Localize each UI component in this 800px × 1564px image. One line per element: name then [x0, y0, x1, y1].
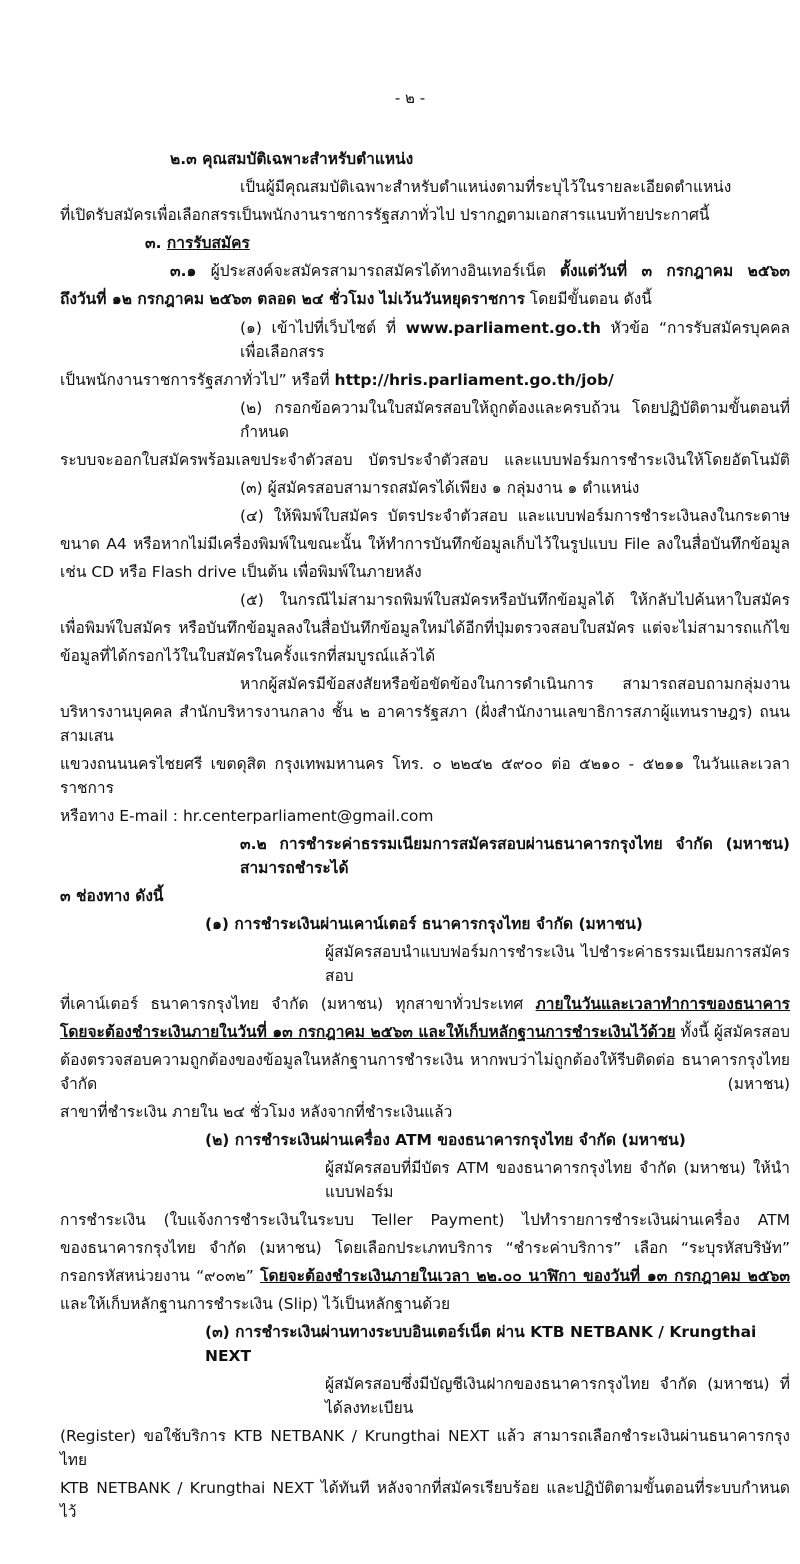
text-line	[60, 992, 790, 1016]
text-line	[145, 231, 790, 255]
text-segment: ผู้สมัครสอบที่มีบัตร ATM ของธนาคารกรุงไทย จำกัด (มหาชน) ให้นำแบบฟอร์ม	[325, 1159, 790, 1201]
text-line	[60, 203, 790, 227]
text-segment: เป็นพนักงานราชการรัฐสภาทั่วไป” หรือที่	[60, 371, 335, 389]
text-segment: www.parliament.go.th	[405, 319, 601, 337]
text-segment: http://hris.parliament.go.th/job/	[334, 371, 614, 389]
text-line	[60, 560, 790, 584]
text-line	[60, 616, 790, 640]
text-line	[60, 804, 790, 828]
text-line	[240, 396, 790, 444]
text-segment: การชำระเงิน (ใบแจ้งการชำระเงินในระบบ Teller Payment) ไปทำรายการชำระเงินผ่านเครื่อง ATM	[60, 1211, 790, 1229]
text-segment: ผู้สมัครสอบนำแบบฟอร์มการชำระเงิน ไปชำระค่าธรรมเนียมการสมัครสอบ	[325, 943, 790, 985]
text-line	[60, 1424, 790, 1472]
text-line	[325, 940, 790, 988]
text-line	[60, 1236, 790, 1260]
text-line	[170, 259, 790, 283]
text-segment: ของธนาคารกรุงไทย จำกัด (มหาชน) โดยเลือกประเภทบริการ “ชำระค่าบริการ” เลือก “ระบุรหัสบริษัท”	[60, 1239, 790, 1257]
text-segment: ถึงวันที่ ๑๒ กรกฎาคม ๒๕๖๓ ตลอด ๒๔ ชั่วโมง ไม่เว้นวันหยุดราชการ	[60, 290, 525, 308]
emphasized-text: การรับสมัคร	[166, 234, 250, 252]
text-segment: ผู้ประสงค์จะสมัครสามารถสมัครได้ทางอินเทอร์เน็ต	[210, 262, 560, 280]
text-line	[170, 147, 790, 171]
text-segment: ที่เคาน์เตอร์ ธนาคารกรุงไทย จำกัด (มหาชน) ทุกสาขาทั่วประเทศ	[60, 995, 536, 1013]
page-number: - ๒ -	[394, 89, 426, 107]
text-line	[240, 316, 790, 364]
text-segment: บริหารงานบุคคล สำนักบริหารงานกลาง ชั้น ๒ อาคารรัฐสภา (ฝั่งสำนักงานเลขาธิการสภาผู้แทนราษฎร) ถนนสามเสน	[60, 703, 790, 745]
text-segment: ที่เปิดรับสมัครเพื่อเลือกสรรเป็นพนักงานราชการรัฐสภาทั่วไป ปรากฏตามเอกสารแนบท้ายประกาศนี้	[60, 206, 710, 224]
text-line	[60, 368, 790, 392]
text-line	[60, 1476, 790, 1524]
text-segment: กรอกรหัสหน่วยงาน “๙๐๓๒”	[60, 1267, 261, 1285]
text-line	[205, 1320, 790, 1368]
text-segment: (๑) เข้าไปที่เว็บไซต์ ที่	[240, 319, 406, 337]
text-line	[60, 884, 790, 908]
text-line	[60, 700, 790, 748]
text-segment: ต้องตรวจสอบความถูกต้องของข้อมูลในหลักฐานการชำระเงิน หากพบว่าไม่ถูกต้องให้รีบติดต่อ ธนาคารกรุงไทย จำกัด (มหาชน)	[60, 1051, 790, 1093]
text-line	[205, 912, 790, 936]
emphasized-text: ภายในวันและเวลาทำการของธนาคาร	[535, 995, 790, 1013]
text-segment: ๒.๓ คุณสมบัติเฉพาะสำหรับตำแหน่ง	[170, 150, 414, 168]
text-segment: และให้เก็บหลักฐานการชำระเงิน (Slip) ไว้เป็นหลักฐานด้วย	[60, 1295, 451, 1313]
text-segment: หัวข้อ “การรับสมัครบุคคลเพื่อเลือกสรร	[240, 319, 790, 361]
text-segment: (๓) การชำระเงินผ่านทางระบบอินเตอร์เน็ต ผ่าน KTB NETBANK / Krungthai NEXT	[205, 1323, 757, 1365]
text-line	[60, 1100, 790, 1124]
text-line	[60, 448, 790, 472]
text-segment: (๓) ผู้สมัครสอบสามารถสมัครได้เพียง ๑ กลุ่มงาน ๑ ตำแหน่ง	[240, 479, 640, 497]
text-line	[205, 1128, 790, 1152]
emphasized-text: โดยจะต้องชำระเงินภายในเวลา ๒๒.๐๐ นาฬิกา ของวันที่ ๑๓ กรกฎาคม ๒๕๖๓	[260, 1267, 790, 1285]
emphasized-text: โดยจะต้องชำระเงินภายในวันที่ ๑๓ กรกฎาคม ๒๕๖๓ และให้เก็บหลักฐานการชำระเงินไว้ด้วย	[60, 1023, 676, 1041]
text-segment: KTB NETBANK / Krungthai NEXT ได้ทันที หลังจากที่สมัครเรียบร้อย และปฏิบัติตามขั้นตอนที่ระบบกำหนดไว้	[60, 1479, 790, 1521]
text-line	[240, 672, 790, 696]
text-line	[240, 175, 790, 199]
text-line	[325, 1372, 790, 1420]
text-segment: (๒) การชำระเงินผ่านเครื่อง ATM ของธนาคารกรุงไทย จำกัด (มหาชน)	[205, 1131, 686, 1149]
text-segment: ระบบจะออกใบสมัครพร้อมเลขประจำตัวสอบ บัตรประจำตัวสอบ และแบบฟอร์มการชำระเงินให้โดยอัตโนมัติ	[60, 451, 790, 469]
text-line	[60, 1264, 790, 1288]
text-segment: ๓ ช่องทาง ดังนี้	[60, 887, 164, 905]
text-segment: (๒) กรอกข้อความในใบสมัครสอบให้ถูกต้องและครบถ้วน โดยปฏิบัติตามขั้นตอนที่กำหนด	[240, 399, 790, 441]
text-segment: สาขาที่ชำระเงิน ภายใน ๒๔ ชั่วโมง หลังจากที่ชำระเงินแล้ว	[60, 1103, 453, 1121]
text-line	[60, 1020, 790, 1044]
text-segment: (๔) ให้พิมพ์ใบสมัคร บัตรประจำตัวสอบ และแบบฟอร์มการชำระเงินลงในกระดาษ	[240, 507, 790, 525]
text-line	[240, 832, 790, 880]
text-segment: เป็นผู้มีคุณสมบัติเฉพาะสำหรับตำแหน่งตามที่ระบุไว้ในรายละเอียดตำแหน่ง	[240, 178, 732, 196]
text-segment: แขวงถนนนครไชยศรี เขตดุสิต กรุงเทพมหานคร โทร. ๐ ๒๒๔๒ ๕๙๐๐ ต่อ ๕๒๑๐ - ๕๒๑๑ ในวันและเวลาราชการ	[60, 755, 790, 797]
text-segment: ตั้งแต่วันที่ ๓ กรกฎาคม ๒๕๖๓	[559, 262, 790, 280]
text-segment: หรือทาง E-mail : hr.centerparliament@gmail.com	[60, 807, 434, 825]
text-segment: โดยมีขั้นตอน ดังนี้	[524, 290, 652, 308]
text-line	[60, 1048, 790, 1096]
text-segment: ๓.๒ การชำระค่าธรรมเนียมการสมัครสอบผ่านธนาคารกรุงไทย จำกัด (มหาชน) สามารถชำระได้	[240, 835, 790, 877]
text-line	[60, 1208, 790, 1232]
text-segment: ๓.	[145, 234, 167, 252]
text-segment: (๑) การชำระเงินผ่านเคาน์เตอร์ ธนาคารกรุงไทย จำกัด (มหาชน)	[205, 915, 643, 933]
text-line	[325, 1156, 790, 1204]
text-line	[240, 476, 790, 500]
text-line	[60, 644, 790, 668]
text-segment: ขนาด A4 หรือหากไม่มีเครื่องพิมพ์ในขณะนั้น ให้ทำการบันทึกข้อมูลเก็บไว้ในรูปแบบ File ลงในสื่อบันทึกข้อมูล	[60, 535, 790, 553]
text-segment: ๓.๑	[170, 262, 211, 280]
text-segment: เช่น CD หรือ Flash drive เป็นต้น เพื่อพิมพ์ในภายหลัง	[60, 563, 422, 581]
text-line	[60, 752, 790, 800]
text-segment: เพื่อพิมพ์ใบสมัคร หรือบันทึกข้อมูลลงในสื่อบันทึกข้อมูลใหม่ได้อีกที่ปุ่มตรวจสอบใบสมัคร แต่จะไม่สามารถแก้ไข	[60, 619, 790, 637]
text-segment: ข้อมูลที่ได้กรอกไว้ในใบสมัครในครั้งแรกที่สมบูรณ์แล้วได้	[60, 647, 436, 665]
text-line	[60, 287, 790, 311]
text-segment: ผู้สมัครสอบซึ่งมีบัญชีเงินฝากของธนาคารกรุงไทย จำกัด (มหาชน) ที่ได้ลงทะเบียน	[325, 1375, 790, 1417]
text-line	[60, 532, 790, 556]
text-segment: ทั้งนี้ ผู้สมัครสอบ	[675, 1023, 790, 1041]
text-segment: (๕) ในกรณีไม่สามารถพิมพ์ใบสมัครหรือบันทึกข้อมูลได้ ให้กลับไปค้นหาใบสมัคร	[240, 591, 790, 609]
text-segment: หากผู้สมัครมีข้อสงสัยหรือข้อขัดข้องในการดำเนินการ สามารถสอบถามกลุ่มงาน	[240, 675, 790, 693]
text-line	[60, 1292, 790, 1316]
text-line	[240, 588, 790, 612]
text-segment: (Register) ขอใช้บริการ KTB NETBANK / Krungthai NEXT แล้ว สามารถเลือกชำระเงินผ่านธนาคารกรุงไทย	[60, 1427, 790, 1469]
text-line	[240, 504, 790, 528]
